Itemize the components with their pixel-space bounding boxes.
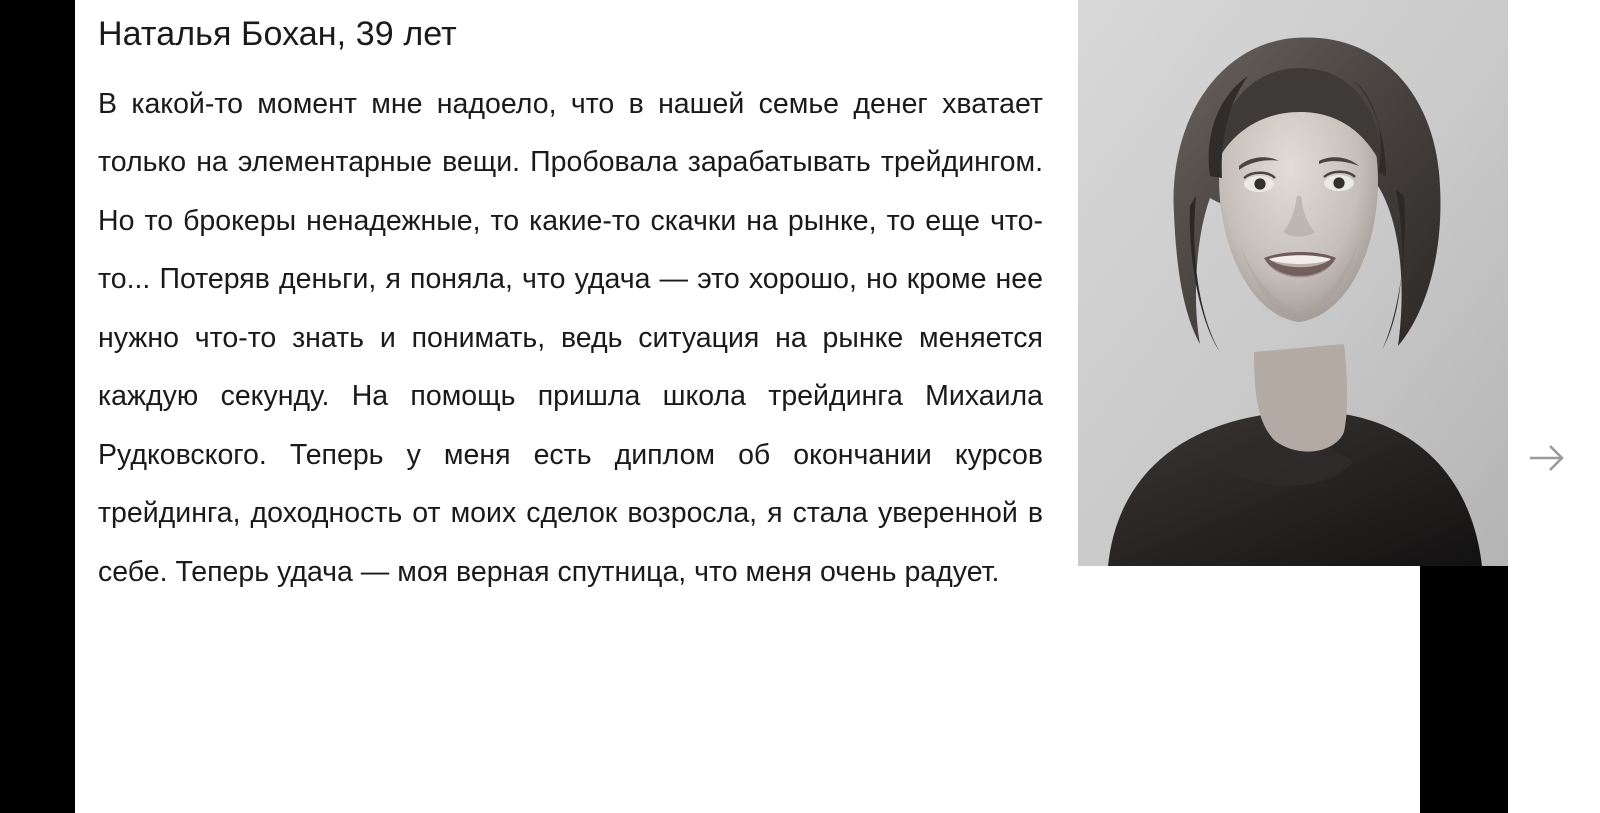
decorative-bar-bottom-right bbox=[1420, 565, 1508, 813]
arrow-right-icon[interactable] bbox=[1522, 434, 1570, 482]
portrait-photo-icon bbox=[1078, 0, 1508, 566]
testimonial-quote: В какой-то момент мне надоело, что в нашей семье денег хватает только на элементарные вещи. Пробовала зарабатывать трейдингом. Но то брокеры ненадежные, то какие-то скачки на рынке, то еще что-то... Потеряв деньги, я поняла, что удача — это хорошо, но кроме нее нужно что-то знать и понимать, ведь ситуация на рынке меняется каждую секунду. На помощь пришла школа трейдинга Михаила Рудковского. Теперь у меня есть диплом об окончании курсов трейдинга, доходность от моих сделок возросла, я стала уверенной в себе. Теперь удача — моя верная спутница, что меня очень радует. bbox=[98, 87, 1043, 588]
portrait-photo bbox=[1078, 0, 1508, 566]
person-name: Наталья Бохан, 39 лет bbox=[98, 15, 457, 53]
decorative-bar-left bbox=[0, 0, 75, 813]
testimonial-block bbox=[98, 0, 1043, 601]
next-slide-button[interactable] bbox=[1520, 432, 1572, 484]
